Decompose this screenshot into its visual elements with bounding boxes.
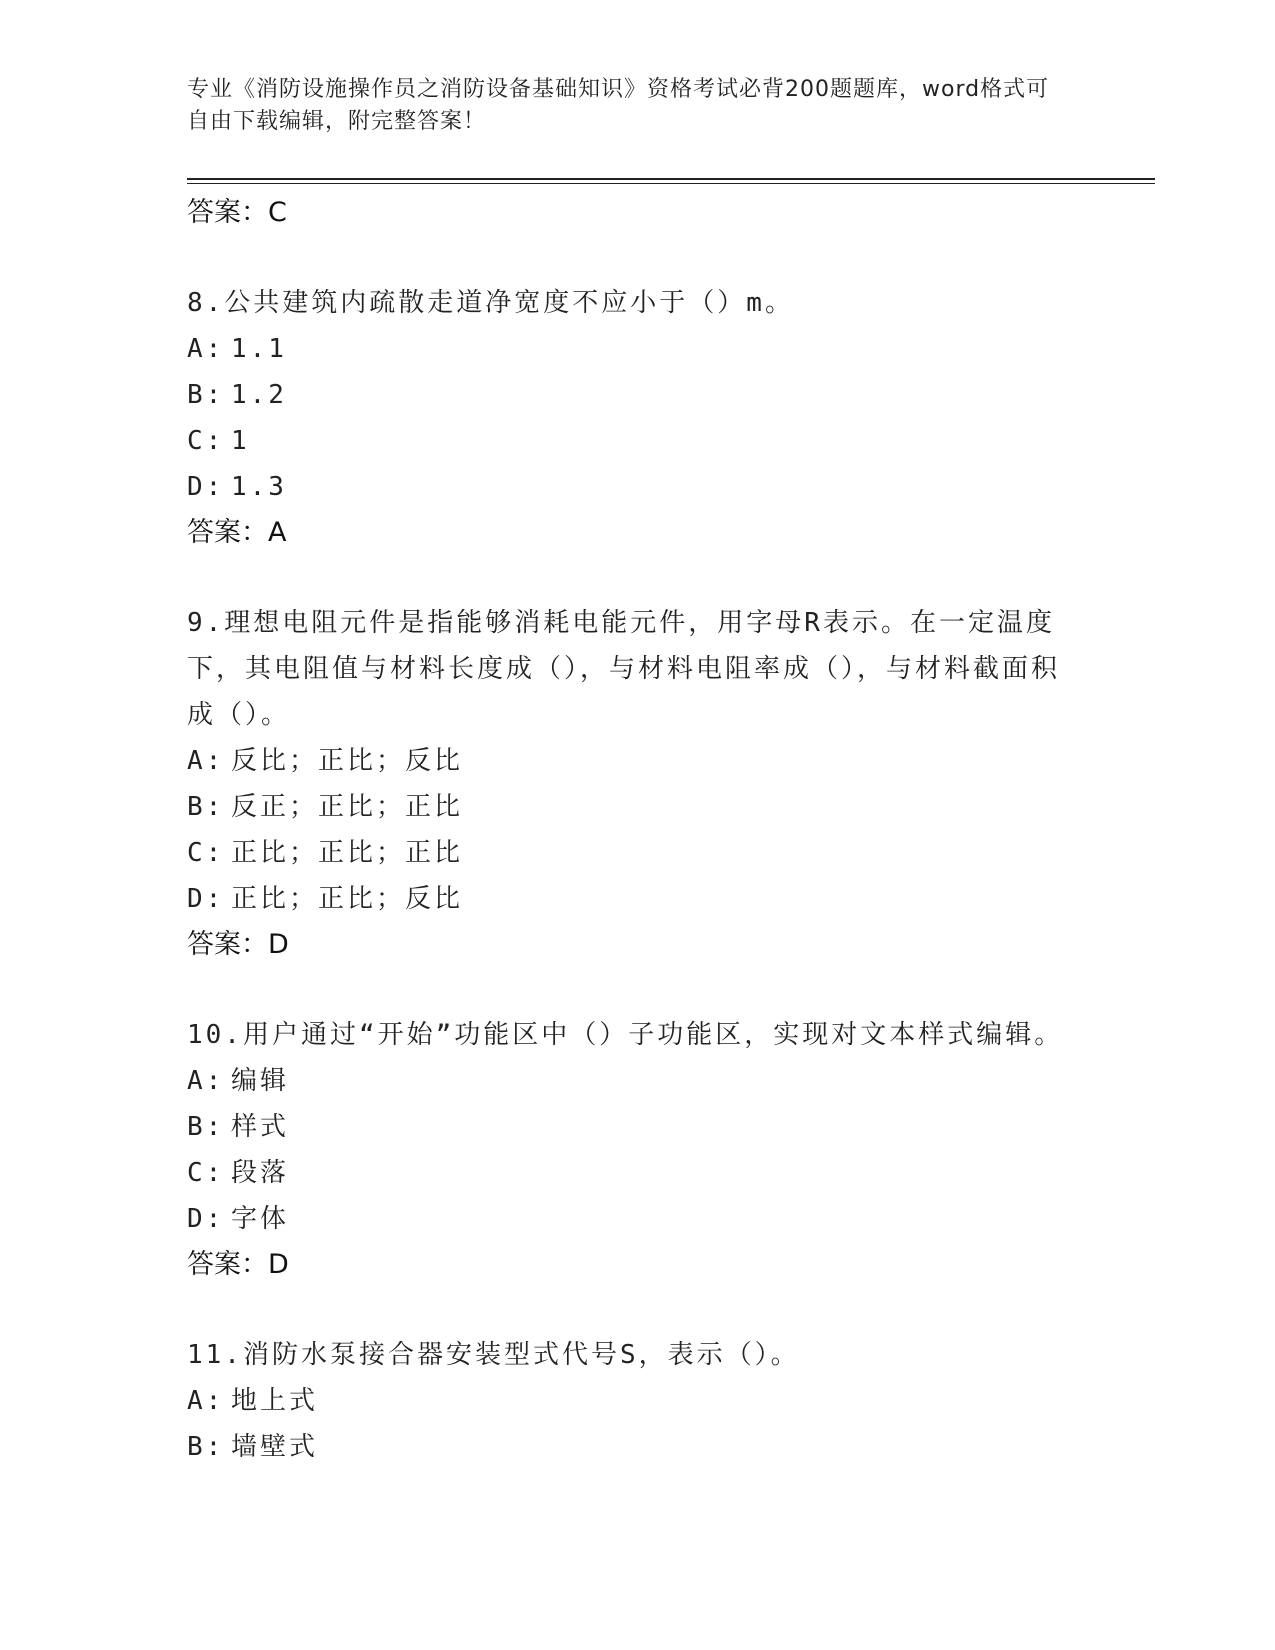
option-key: C:: [187, 838, 225, 868]
option-c: [187, 418, 1087, 464]
option-d: [187, 464, 1087, 510]
answer-label: 答案：D: [187, 929, 289, 960]
option-text: 1.2: [231, 380, 287, 410]
header-divider-thin: [187, 183, 1155, 184]
answer-label: 答案：C: [187, 197, 287, 228]
option-key: B:: [187, 1112, 225, 1142]
option-key: A:: [187, 334, 225, 364]
option-key: A:: [187, 746, 225, 776]
question-text: 9.理想电阻元件是指能够消耗电能元件，用字母R表示。在一定温度下，其电阻值与材料长度成（），与材料电阻率成（），与材料截面积成（）。: [187, 608, 1061, 730]
option-key: D:: [187, 472, 225, 502]
option-b: [187, 784, 1087, 830]
option-c: [187, 1150, 1087, 1196]
option-key: B:: [187, 792, 225, 822]
option-text: 段落: [231, 1158, 290, 1188]
option-text: 字体: [231, 1204, 290, 1234]
option-key: C:: [187, 1158, 225, 1188]
option-b: [187, 1424, 1087, 1470]
option-text: 地上式: [231, 1386, 319, 1416]
option-c: [187, 830, 1087, 876]
question-item: [187, 1012, 1087, 1288]
question-item: [187, 1332, 1087, 1470]
option-a: [187, 1378, 1087, 1424]
document-header: 专业《消防设施操作员之消防设备基础知识》资格考试必背200题题库，word格式可自由下载编辑，附完整答案！: [187, 77, 1050, 134]
question-item: [187, 600, 1087, 968]
question-text: 8.公共建筑内疏散走道净宽度不应小于（）m。: [187, 288, 794, 318]
question-text: 10.用户通过“开始”功能区中（）子功能区，实现对文本样式编辑。: [187, 1020, 1064, 1050]
option-text: 编辑: [231, 1066, 290, 1096]
option-text: 反正；正比；正比: [231, 792, 464, 822]
answer-label: 答案：D: [187, 1249, 289, 1280]
option-text: 1: [231, 426, 250, 456]
option-text: 反比；正比；反比: [231, 746, 464, 776]
option-text: 墙壁式: [231, 1432, 319, 1462]
option-d: [187, 876, 1087, 922]
option-key: B:: [187, 380, 225, 410]
option-a: [187, 1058, 1087, 1104]
option-text: 1.3: [231, 472, 287, 502]
option-b: [187, 1104, 1087, 1150]
question-text: 11.消防水泵接合器安装型式代号S，表示（）。: [187, 1340, 800, 1370]
question-list: [187, 190, 1087, 1470]
option-key: D:: [187, 1204, 225, 1234]
option-key: C:: [187, 426, 225, 456]
option-key: B:: [187, 1432, 225, 1462]
option-d: [187, 1196, 1087, 1242]
option-key: D:: [187, 884, 225, 914]
answer-label: 答案：A: [187, 517, 287, 548]
option-a: [187, 738, 1087, 784]
header-divider-thick: [187, 178, 1155, 180]
option-key: A:: [187, 1386, 225, 1416]
option-text: 正比；正比；正比: [231, 838, 464, 868]
option-a: [187, 326, 1087, 372]
question-item: [187, 280, 1087, 556]
option-b: [187, 372, 1087, 418]
option-text: 1.1: [231, 334, 287, 364]
option-key: A:: [187, 1066, 225, 1096]
option-text: 正比；正比；反比: [231, 884, 464, 914]
option-text: 样式: [231, 1112, 290, 1142]
